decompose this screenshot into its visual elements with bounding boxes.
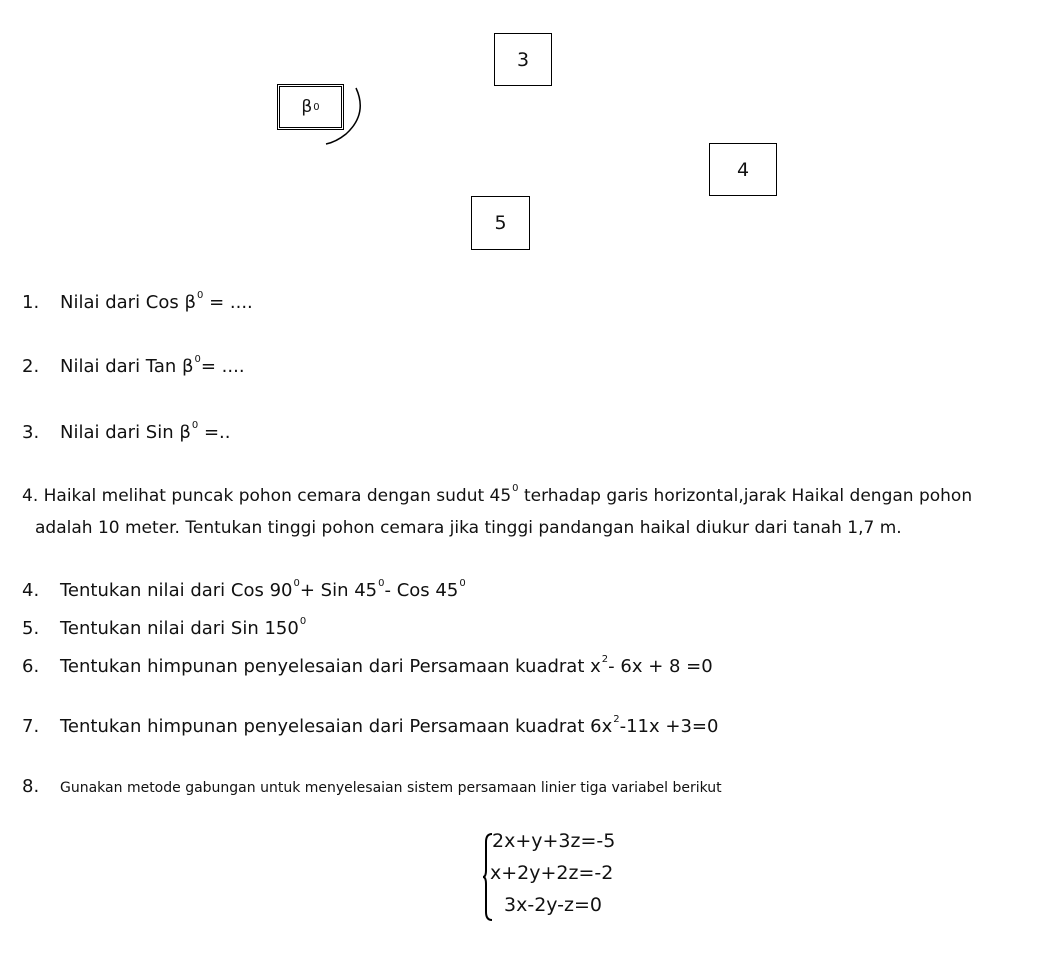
equation-3: 3x-2y-z=0 (504, 894, 603, 916)
side-label-3: 3 (494, 33, 552, 86)
equation-1: 2x+y+3z=-5 (492, 830, 616, 852)
side-label-5: 5 (471, 196, 530, 250)
word-problem-line-2: adalah 10 meter. Tentukan tinggi pohon cemara jika tinggi pandangan haikal diukur dari tanah 1,7 m. (35, 518, 902, 538)
angle-arc (320, 84, 370, 148)
question-item-6: 6. Tentukan himpunan penyelesaian dari Persamaan kuadrat $x^2-$ 6x + 8 =0 (22, 654, 713, 677)
question-2: 2. Nilai dari Tan $\beta^0=$ .... (22, 354, 245, 377)
question-3: 3. Nilai dari Sin $\beta^0$ =.. (22, 420, 231, 443)
side-label-4: 4 (709, 143, 777, 196)
question-item-4: 4. Tentukan nilai dari Cos $90^0+$ Sin $45^0-$ Cos $45^0$ (22, 578, 466, 601)
equation-system (482, 830, 652, 925)
word-problem-line-1: 4. Haikal melihat puncak pohon cemara dengan sudut $45^0$ terhadap garis horizontal,jarak Haikal dengan pohon (22, 483, 973, 506)
question-item-7: 7. Tentukan himpunan penyelesaian dari Persamaan kuadrat $6x^2-11x +3=0$ (22, 714, 719, 737)
equation-2: x+2y+2z=-2 (490, 862, 614, 884)
question-item-5: 5. Tentukan nilai dari Sin $150^0$ (22, 616, 307, 639)
question-1: 1. Nilai dari Cos $\beta^0$ = .... (22, 290, 253, 313)
question-item-8: 8. Gunakan metode gabungan untuk menyelesaian sistem persamaan linier tiga variabel berikut (22, 776, 722, 797)
angle-label: β 0 (279, 86, 342, 128)
